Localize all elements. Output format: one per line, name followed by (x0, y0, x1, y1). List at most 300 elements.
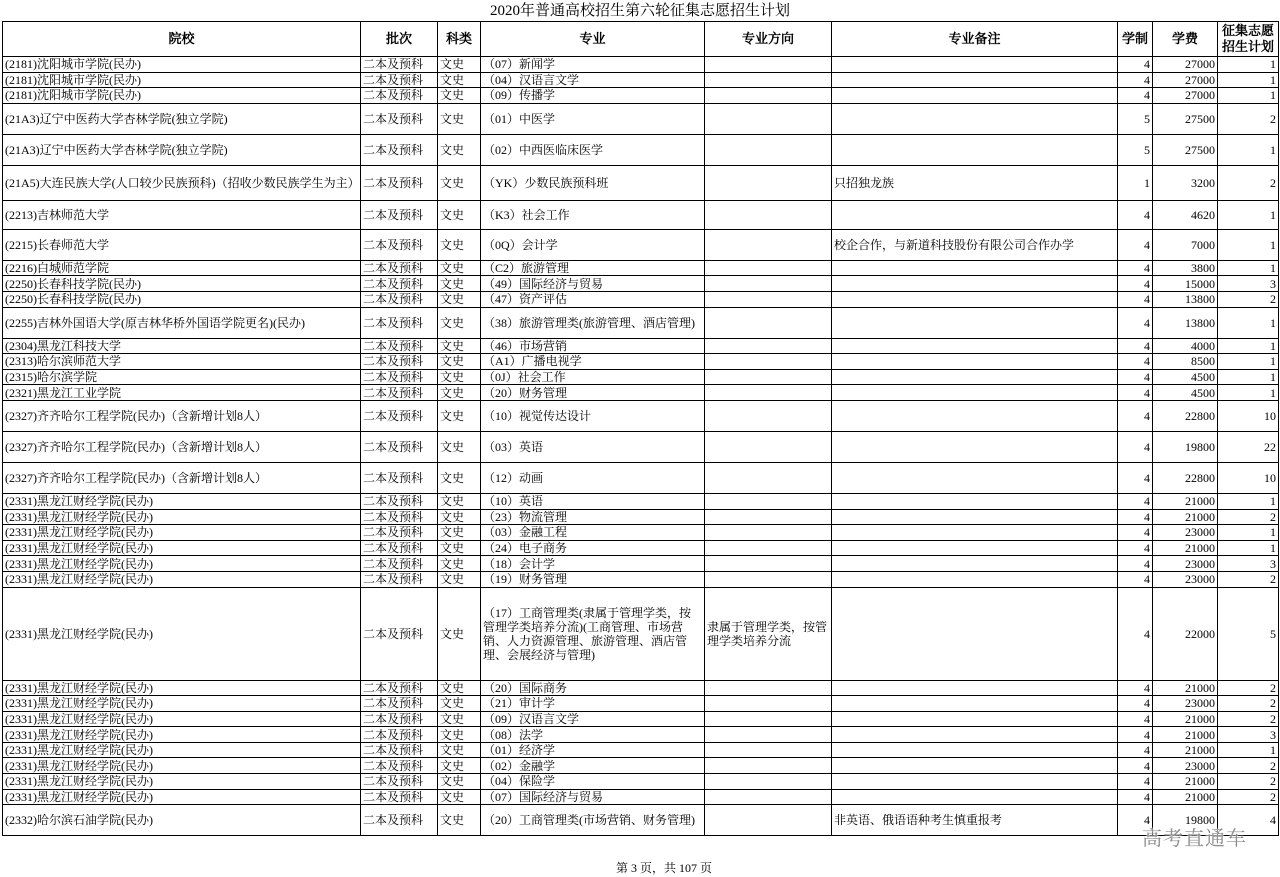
table-row (3, 307, 1279, 338)
major-cell: （K3）社会工作 (481, 200, 705, 229)
school-cell: (2331)黑龙江财经学院(民办) (3, 758, 361, 774)
fee-cell: 21000 (1153, 727, 1218, 743)
remark-cell (832, 338, 1118, 354)
remark-cell: 校企合作，与新道科技股份有限公司合作办学 (832, 229, 1118, 260)
table-row (3, 587, 1279, 680)
fee-cell: 21000 (1153, 680, 1218, 696)
header-school: 院校 (3, 22, 361, 57)
plan-cell: 10 (1218, 400, 1279, 431)
category-cell: 文史 (438, 229, 481, 260)
years-cell: 4 (1118, 276, 1153, 292)
years-cell: 4 (1118, 711, 1153, 727)
school-cell: (2213)吉林师范大学 (3, 200, 361, 229)
header-batch: 批次 (361, 22, 438, 57)
batch-cell: 二本及预科 (361, 525, 438, 541)
major-cell: （24）电子商务 (481, 540, 705, 556)
category-cell: 文史 (438, 711, 481, 727)
plan-cell: 2 (1218, 789, 1279, 805)
direction-cell (705, 369, 832, 385)
major-cell: （0J）社会工作 (481, 369, 705, 385)
header-direction: 专业方向 (705, 22, 832, 57)
batch-cell: 二本及预科 (361, 789, 438, 805)
years-cell: 4 (1118, 774, 1153, 790)
category-cell: 文史 (438, 493, 481, 509)
direction-cell (705, 260, 832, 276)
watermark: 高考直通车 (1142, 826, 1247, 850)
table-row (3, 789, 1279, 805)
batch-cell: 二本及预科 (361, 431, 438, 462)
fee-cell: 4500 (1153, 385, 1218, 401)
major-cell: （01）中医学 (481, 103, 705, 134)
remark-cell (832, 354, 1118, 370)
fee-cell: 21000 (1153, 493, 1218, 509)
direction-cell (705, 291, 832, 307)
direction-cell (705, 789, 832, 805)
category-cell: 文史 (438, 727, 481, 743)
batch-cell: 二本及预科 (361, 711, 438, 727)
fee-cell: 4000 (1153, 338, 1218, 354)
table-row (3, 571, 1279, 587)
batch-cell: 二本及预科 (361, 385, 438, 401)
fee-cell: 21000 (1153, 509, 1218, 525)
plan-cell: 1 (1218, 307, 1279, 338)
remark-cell (832, 57, 1118, 73)
years-cell: 5 (1118, 134, 1153, 165)
school-cell: (2331)黑龙江财经学院(民办) (3, 711, 361, 727)
remark-cell: 只招独龙族 (832, 165, 1118, 200)
school-cell: (2250)长春科技学院(民办) (3, 291, 361, 307)
table-row (3, 57, 1279, 73)
major-cell: （23）物流管理 (481, 509, 705, 525)
direction-cell (705, 385, 832, 401)
remark-cell (832, 260, 1118, 276)
table-row (3, 727, 1279, 743)
category-cell: 文史 (438, 571, 481, 587)
major-cell: （09）汉语言文学 (481, 711, 705, 727)
years-cell: 4 (1118, 260, 1153, 276)
major-cell: （10）英语 (481, 493, 705, 509)
batch-cell: 二本及预科 (361, 400, 438, 431)
plan-cell: 3 (1218, 727, 1279, 743)
years-cell: 4 (1118, 338, 1153, 354)
category-cell: 文史 (438, 696, 481, 712)
fee-cell: 23000 (1153, 571, 1218, 587)
plan-cell: 2 (1218, 758, 1279, 774)
category-cell: 文史 (438, 354, 481, 370)
table-row (3, 509, 1279, 525)
table-row (3, 556, 1279, 572)
table-row (3, 680, 1279, 696)
years-cell: 4 (1118, 57, 1153, 73)
school-cell: (2215)长春师范大学 (3, 229, 361, 260)
fee-cell: 8500 (1153, 354, 1218, 370)
years-cell: 5 (1118, 103, 1153, 134)
table-row (3, 431, 1279, 462)
table-row (3, 134, 1279, 165)
school-cell: (2332)哈尔滨石油学院(民办) (3, 805, 361, 836)
batch-cell: 二本及预科 (361, 758, 438, 774)
table-row (3, 165, 1279, 200)
major-cell: （YK）少数民族预科班 (481, 165, 705, 200)
direction-cell (705, 742, 832, 758)
table-body (3, 57, 1279, 836)
remark-cell (832, 72, 1118, 88)
years-cell: 4 (1118, 385, 1153, 401)
plan-cell: 3 (1218, 276, 1279, 292)
direction-cell (705, 307, 832, 338)
batch-cell: 二本及预科 (361, 727, 438, 743)
remark-cell (832, 307, 1118, 338)
remark-cell (832, 774, 1118, 790)
fee-cell: 27500 (1153, 103, 1218, 134)
school-cell: (2315)哈尔滨学院 (3, 369, 361, 385)
major-cell: （20）财务管理 (481, 385, 705, 401)
school-cell: (2331)黑龙江财经学院(民办) (3, 509, 361, 525)
table-row (3, 805, 1279, 836)
direction-cell (705, 571, 832, 587)
category-cell: 文史 (438, 260, 481, 276)
plan-cell: 2 (1218, 711, 1279, 727)
fee-cell: 7000 (1153, 229, 1218, 260)
batch-cell: 二本及预科 (361, 680, 438, 696)
plan-cell: 2 (1218, 696, 1279, 712)
enrollment-plan-table (2, 21, 1279, 836)
header-years: 学制 (1118, 22, 1153, 57)
remark-cell (832, 571, 1118, 587)
plan-cell: 22 (1218, 431, 1279, 462)
major-cell: （08）法学 (481, 727, 705, 743)
batch-cell: 二本及预科 (361, 338, 438, 354)
direction-cell (705, 805, 832, 836)
table-row (3, 711, 1279, 727)
direction-cell (705, 338, 832, 354)
header-category: 科类 (438, 22, 481, 57)
major-cell: （09）传播学 (481, 88, 705, 104)
years-cell: 4 (1118, 229, 1153, 260)
school-cell: (2331)黑龙江财经学院(民办) (3, 587, 361, 680)
years-cell: 4 (1118, 307, 1153, 338)
years-cell: 4 (1118, 742, 1153, 758)
remark-cell (832, 789, 1118, 805)
years-cell: 4 (1118, 369, 1153, 385)
table-row (3, 774, 1279, 790)
table-row (3, 385, 1279, 401)
remark-cell (832, 88, 1118, 104)
table-row (3, 72, 1279, 88)
remark-cell (832, 727, 1118, 743)
school-cell: (2331)黑龙江财经学院(民办) (3, 571, 361, 587)
plan-cell: 2 (1218, 291, 1279, 307)
direction-cell (705, 200, 832, 229)
school-cell: (2331)黑龙江财经学院(民办) (3, 696, 361, 712)
fee-cell: 21000 (1153, 774, 1218, 790)
category-cell: 文史 (438, 88, 481, 104)
years-cell: 4 (1118, 354, 1153, 370)
school-cell: (2331)黑龙江财经学院(民办) (3, 556, 361, 572)
major-cell: （0Q）会计学 (481, 229, 705, 260)
category-cell: 文史 (438, 72, 481, 88)
plan-cell: 2 (1218, 165, 1279, 200)
batch-cell: 二本及预科 (361, 493, 438, 509)
fee-cell: 22800 (1153, 462, 1218, 493)
batch-cell: 二本及预科 (361, 276, 438, 292)
fee-cell: 15000 (1153, 276, 1218, 292)
fee-cell: 21000 (1153, 789, 1218, 805)
fee-cell: 27500 (1153, 134, 1218, 165)
plan-cell: 5 (1218, 587, 1279, 680)
major-cell: （03）金融工程 (481, 525, 705, 541)
fee-cell: 23000 (1153, 525, 1218, 541)
plan-cell: 2 (1218, 103, 1279, 134)
major-cell: （03）英语 (481, 431, 705, 462)
remark-cell (832, 103, 1118, 134)
years-cell: 4 (1118, 462, 1153, 493)
table-row (3, 88, 1279, 104)
direction-cell (705, 134, 832, 165)
batch-cell: 二本及预科 (361, 369, 438, 385)
remark-cell (832, 556, 1118, 572)
plan-cell: 1 (1218, 338, 1279, 354)
remark-cell (832, 742, 1118, 758)
plan-cell: 1 (1218, 260, 1279, 276)
remark-cell: 非英语、俄语语种考生慎重报考 (832, 805, 1118, 836)
page-footer: 第 3 页，共 107 页 (615, 861, 712, 875)
remark-cell (832, 758, 1118, 774)
table-row (3, 525, 1279, 541)
batch-cell: 二本及预科 (361, 134, 438, 165)
direction-cell (705, 509, 832, 525)
category-cell: 文史 (438, 369, 481, 385)
direction-cell (705, 774, 832, 790)
category-cell: 文史 (438, 276, 481, 292)
remark-cell (832, 431, 1118, 462)
header-plan: 征集志愿招生计划 (1218, 22, 1279, 57)
category-cell: 文史 (438, 774, 481, 790)
plan-cell: 2 (1218, 571, 1279, 587)
batch-cell: 二本及预科 (361, 165, 438, 200)
document-title: 2020年普通高校招生第六轮征集志愿招生计划 (489, 3, 790, 19)
fee-cell: 22000 (1153, 587, 1218, 680)
school-cell: (2331)黑龙江财经学院(民办) (3, 540, 361, 556)
table-row (3, 742, 1279, 758)
school-cell: (2331)黑龙江财经学院(民办) (3, 789, 361, 805)
category-cell: 文史 (438, 431, 481, 462)
major-cell: （02）金融学 (481, 758, 705, 774)
direction-cell (705, 556, 832, 572)
batch-cell: 二本及预科 (361, 509, 438, 525)
fee-cell: 21000 (1153, 540, 1218, 556)
batch-cell: 二本及预科 (361, 742, 438, 758)
batch-cell: 二本及预科 (361, 88, 438, 104)
table-row (3, 758, 1279, 774)
school-cell: (2331)黑龙江财经学院(民办) (3, 525, 361, 541)
major-cell: （19）财务管理 (481, 571, 705, 587)
school-cell: (2331)黑龙江财经学院(民办) (3, 680, 361, 696)
remark-cell (832, 369, 1118, 385)
years-cell: 4 (1118, 400, 1153, 431)
plan-cell: 1 (1218, 57, 1279, 73)
years-cell: 4 (1118, 680, 1153, 696)
direction-cell (705, 165, 832, 200)
school-cell: (21A5)大连民族大学(人口较少民族预科)（招收少数民族学生为主） (3, 165, 361, 200)
direction-cell: 隶属于管理学类，按管理学类培养分流 (705, 587, 832, 680)
fee-cell: 13800 (1153, 291, 1218, 307)
years-cell: 4 (1118, 493, 1153, 509)
school-cell: (21A3)辽宁中医药大学杏林学院(独立学院) (3, 103, 361, 134)
major-cell: （49）国际经济与贸易 (481, 276, 705, 292)
school-cell: (2331)黑龙江财经学院(民办) (3, 493, 361, 509)
direction-cell (705, 72, 832, 88)
major-cell: （17）工商管理类(隶属于管理学类，按管理学类培养分流)(工商管理、市场营销、人力资源管理、旅游管理、酒店管理、会展经济与管理) (481, 587, 705, 680)
table-row (3, 354, 1279, 370)
plan-cell: 2 (1218, 774, 1279, 790)
direction-cell (705, 540, 832, 556)
years-cell: 1 (1118, 165, 1153, 200)
category-cell: 文史 (438, 103, 481, 134)
major-cell: （04）汉语言文学 (481, 72, 705, 88)
plan-cell: 3 (1218, 556, 1279, 572)
table-row (3, 369, 1279, 385)
direction-cell (705, 758, 832, 774)
batch-cell: 二本及预科 (361, 774, 438, 790)
batch-cell: 二本及预科 (361, 103, 438, 134)
category-cell: 文史 (438, 805, 481, 836)
remark-cell (832, 587, 1118, 680)
table-row (3, 462, 1279, 493)
fee-cell: 23000 (1153, 556, 1218, 572)
major-cell: （38）旅游管理类(旅游管理、酒店管理) (481, 307, 705, 338)
remark-cell (832, 696, 1118, 712)
batch-cell: 二本及预科 (361, 354, 438, 370)
category-cell: 文史 (438, 509, 481, 525)
direction-cell (705, 229, 832, 260)
direction-cell (705, 354, 832, 370)
fee-cell: 4620 (1153, 200, 1218, 229)
major-cell: （20）国际商务 (481, 680, 705, 696)
years-cell: 4 (1118, 540, 1153, 556)
plan-cell: 1 (1218, 540, 1279, 556)
table-row (3, 229, 1279, 260)
direction-cell (705, 696, 832, 712)
school-cell: (2321)黑龙江工业学院 (3, 385, 361, 401)
remark-cell (832, 509, 1118, 525)
fee-cell: 3200 (1153, 165, 1218, 200)
plan-cell: 1 (1218, 72, 1279, 88)
category-cell: 文史 (438, 338, 481, 354)
remark-cell (832, 711, 1118, 727)
school-cell: (2304)黑龙江科技大学 (3, 338, 361, 354)
batch-cell: 二本及预科 (361, 229, 438, 260)
school-cell: (2250)长春科技学院(民办) (3, 276, 361, 292)
batch-cell: 二本及预科 (361, 462, 438, 493)
major-cell: （04）保险学 (481, 774, 705, 790)
plan-cell: 2 (1218, 509, 1279, 525)
years-cell: 4 (1118, 789, 1153, 805)
remark-cell (832, 200, 1118, 229)
batch-cell: 二本及预科 (361, 805, 438, 836)
major-cell: （07）新闻学 (481, 57, 705, 73)
years-cell: 4 (1118, 509, 1153, 525)
direction-cell (705, 680, 832, 696)
batch-cell: 二本及预科 (361, 260, 438, 276)
batch-cell: 二本及预科 (361, 200, 438, 229)
category-cell: 文史 (438, 291, 481, 307)
direction-cell (705, 431, 832, 462)
category-cell: 文史 (438, 789, 481, 805)
major-cell: （12）动画 (481, 462, 705, 493)
major-cell: （10）视觉传达设计 (481, 400, 705, 431)
plan-cell: 1 (1218, 354, 1279, 370)
header-fee: 学费 (1153, 22, 1218, 57)
header-remark: 专业备注 (832, 22, 1118, 57)
category-cell: 文史 (438, 400, 481, 431)
remark-cell (832, 276, 1118, 292)
plan-cell: 4 (1218, 805, 1279, 836)
direction-cell (705, 276, 832, 292)
direction-cell (705, 88, 832, 104)
remark-cell (832, 680, 1118, 696)
school-cell: (2313)哈尔滨师范大学 (3, 354, 361, 370)
table-row (3, 696, 1279, 712)
major-cell: （02）中西医临床医学 (481, 134, 705, 165)
table-row (3, 103, 1279, 134)
direction-cell (705, 462, 832, 493)
batch-cell: 二本及预科 (361, 540, 438, 556)
category-cell: 文史 (438, 462, 481, 493)
major-cell: （46）市场营销 (481, 338, 705, 354)
batch-cell: 二本及预科 (361, 696, 438, 712)
years-cell: 4 (1118, 200, 1153, 229)
school-cell: (2181)沈阳城市学院(民办) (3, 57, 361, 73)
header-major: 专业 (481, 22, 705, 57)
direction-cell (705, 727, 832, 743)
major-cell: （07）国际经济与贸易 (481, 789, 705, 805)
batch-cell: 二本及预科 (361, 72, 438, 88)
plan-cell: 1 (1218, 229, 1279, 260)
batch-cell: 二本及预科 (361, 57, 438, 73)
school-cell: (2181)沈阳城市学院(民办) (3, 88, 361, 104)
school-cell: (2331)黑龙江财经学院(民办) (3, 774, 361, 790)
fee-cell: 4500 (1153, 369, 1218, 385)
fee-cell: 23000 (1153, 696, 1218, 712)
category-cell: 文史 (438, 556, 481, 572)
table-row (3, 338, 1279, 354)
batch-cell: 二本及预科 (361, 307, 438, 338)
plan-cell: 1 (1218, 134, 1279, 165)
major-cell: （01）经济学 (481, 742, 705, 758)
years-cell: 4 (1118, 525, 1153, 541)
major-cell: （A1）广播电视学 (481, 354, 705, 370)
category-cell: 文史 (438, 165, 481, 200)
years-cell: 4 (1118, 431, 1153, 462)
plan-cell: 1 (1218, 88, 1279, 104)
fee-cell: 22800 (1153, 400, 1218, 431)
years-cell: 4 (1118, 805, 1153, 836)
school-cell: (2181)沈阳城市学院(民办) (3, 72, 361, 88)
major-cell: （21）审计学 (481, 696, 705, 712)
plan-cell: 10 (1218, 462, 1279, 493)
major-cell: （20）工商管理类(市场营销、财务管理) (481, 805, 705, 836)
years-cell: 4 (1118, 88, 1153, 104)
table-row (3, 540, 1279, 556)
school-cell: (2327)齐齐哈尔工程学院(民办)（含新增计划8人） (3, 462, 361, 493)
plan-cell: 1 (1218, 200, 1279, 229)
table-row (3, 260, 1279, 276)
category-cell: 文史 (438, 758, 481, 774)
direction-cell (705, 57, 832, 73)
table-row (3, 276, 1279, 292)
remark-cell (832, 400, 1118, 431)
